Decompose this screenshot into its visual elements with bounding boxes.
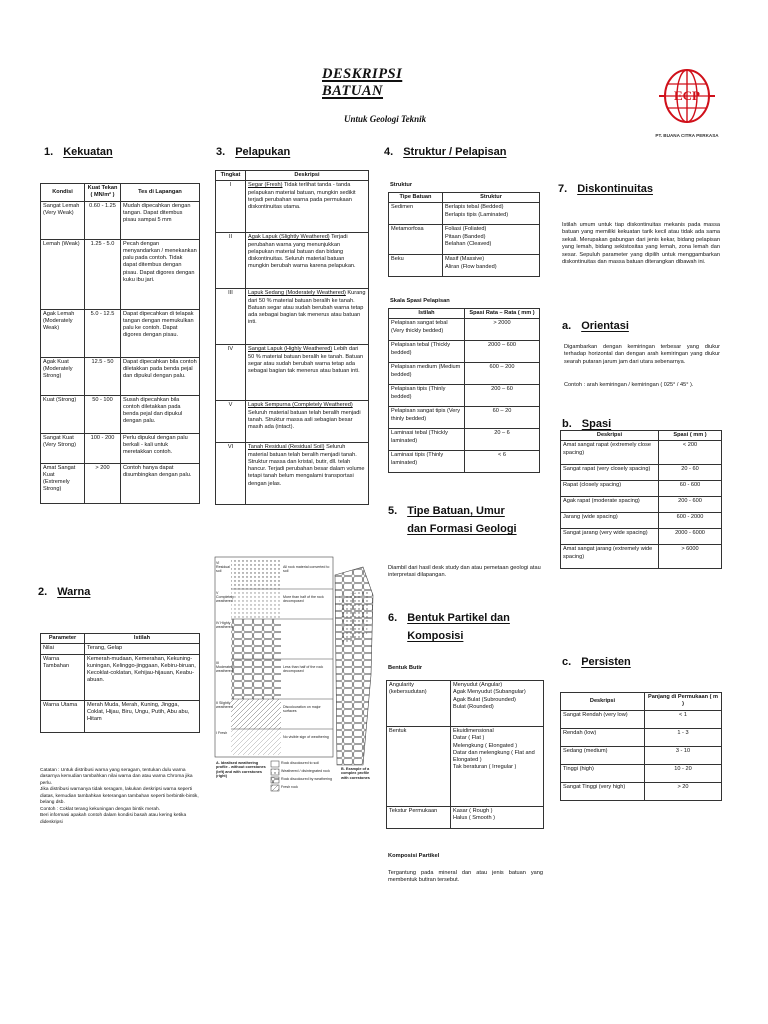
table-row <box>561 441 722 465</box>
section-number: 7. <box>558 183 568 195</box>
skala-spasi-table <box>388 308 540 473</box>
table-cell: 60 - 600 <box>659 481 722 497</box>
table-row <box>41 357 200 395</box>
profile-left-labels <box>216 561 234 757</box>
table-cell: 5.0 - 12.5 <box>85 309 121 357</box>
struktur-label: Struktur <box>390 182 413 188</box>
note-line: Contoh : Coklat terang kekuningan dengan bintik merah. <box>40 806 160 812</box>
table-cell: Rendah (low) <box>561 728 645 746</box>
zone-note: Discolouration on major surfaces <box>283 705 321 714</box>
weathering-term: Segar (Fresh) <box>248 182 283 189</box>
figure-legend <box>281 761 333 793</box>
table-header: Parameter <box>41 634 85 644</box>
persisten-table <box>560 692 722 801</box>
table-row <box>561 746 722 764</box>
weathering-text: Lebih dari 50 % material batuan beralih ke tanah. Batuan segar atau sudah berubah warna tetap ada sebagai bagian tak menerus atau batuan inti. <box>248 346 364 375</box>
subsection-letter: c. <box>562 656 572 668</box>
weathering-grade: II <box>216 233 246 289</box>
table-cell: Amat sangat jarang (extremely wide spacing) <box>561 545 659 569</box>
bentuk-butir-label: Bentuk Butir <box>388 665 423 671</box>
weathering-description <box>246 401 369 443</box>
section-number: 1. <box>44 146 54 158</box>
table-cell: Nilai <box>41 644 85 654</box>
table-row <box>387 727 544 807</box>
subsection-title: Spasi <box>581 418 612 430</box>
table-cell: Masif (Massive) Aliran (Flow banded) <box>443 255 540 277</box>
weathering-description <box>246 443 369 505</box>
table-row <box>41 644 200 654</box>
table-cell: Lemah (Weak) <box>41 239 85 309</box>
weathering-term: Lapuk Sempurna (Completely Weathered) <box>248 402 353 409</box>
table-cell: Laminasi tebal (Thickly laminated) <box>389 429 465 451</box>
table-cell: Sangat rapat (very closely spacing) <box>561 465 659 481</box>
table-cell: Amat Sangat Kuat (Extremely Strong) <box>41 463 85 503</box>
table-cell: 12.5 - 50 <box>85 357 121 395</box>
table-cell: Perlu dipukul dengan palu berkali - kali untuk meretakkan contoh. <box>121 433 200 463</box>
skala-label: Skala Spasi Pelapisan <box>390 298 450 304</box>
section-5-heading <box>388 505 517 535</box>
table-cell: < 6 <box>465 451 540 473</box>
table-cell: > 20 <box>645 782 722 800</box>
table-cell: Agak Kuat (Moderately Strong) <box>41 357 85 395</box>
zone-label: III Moderately weathered <box>216 661 234 674</box>
weathering-text: Seluruh material batuan telah beralih menjadi tanah. Struktur massa asli sebagian besar masih ada (intact). <box>248 409 361 431</box>
table-cell: Pelapisan sangat tebal (Very thickly bedded) <box>389 319 465 341</box>
table-cell: Pelapisan sangat tipis (Very thinly bedded) <box>389 407 465 429</box>
table-cell: Bentuk <box>387 727 451 807</box>
table-header: Spasi Rata – Rata ( mm ) <box>465 309 540 319</box>
table-header: Deskripsi <box>561 693 645 711</box>
legend-item: Weathered / disintegrated rock <box>281 769 330 773</box>
legend-item: Rock discoloured to soil <box>281 761 319 765</box>
section-6-heading <box>388 612 510 642</box>
kekuatan-table <box>40 183 200 504</box>
table-row <box>41 433 200 463</box>
zone-label: II Slightly weathered <box>216 701 233 710</box>
table-cell: Laminasi tipis (Thinly laminated) <box>389 451 465 473</box>
figure-caption-a: A. Idealised weathering profile - without corestones (left) and with corestones (right) <box>216 761 266 779</box>
weathering-grade: V <box>216 401 246 443</box>
section-1-heading <box>44 146 113 158</box>
table-row <box>561 481 722 497</box>
persisten-heading <box>562 656 631 668</box>
table-cell: 60 – 20 <box>465 407 540 429</box>
table-cell: Sangat Lemah (Very Weak) <box>41 201 85 239</box>
table-cell: Kasar ( Rough ) Halus ( Smooth ) <box>451 807 544 829</box>
note-line: Catatan : Untuk distribusi warna yang seragam, tentukan dulu warna dasarnya kemudian tambahkan nilai warna dan atau warna Chroma jika perlu. <box>40 768 193 786</box>
table-row <box>216 181 369 233</box>
zone-label: VI Residual soil <box>216 561 230 574</box>
table-row <box>41 239 200 309</box>
table-row <box>561 465 722 481</box>
spasi-table <box>560 430 722 569</box>
logo-letters: ECP <box>674 88 700 103</box>
komposisi-label: Komposisi Partikel <box>388 853 440 859</box>
table-cell: 1.25 - 5.0 <box>85 239 121 309</box>
table-header: Tes di Lapangan <box>121 184 200 202</box>
section-title: Pelapukan <box>235 146 291 158</box>
table-header: Deskripsi <box>561 431 659 441</box>
table-cell: Warna Utama <box>41 700 85 732</box>
table-cell: Berlapis tebal (Bedded) Berlapis tipis (Laminated) <box>443 203 540 225</box>
struktur-table <box>388 192 540 277</box>
table-row <box>216 345 369 401</box>
legend-item: Fresh rock <box>281 785 298 789</box>
table-row <box>387 807 544 829</box>
weathering-text: Tidak terlihat tanda - tanda pelapukan material batuan, mungkin sedikit terjadi perubahan warna pada permukaan diskontinuitas utama. <box>248 182 356 211</box>
weathering-grade: I <box>216 181 246 233</box>
section-4-heading <box>384 146 507 158</box>
table-row <box>561 710 722 728</box>
table-row <box>216 443 369 505</box>
zone-note: More than half of the rock decomposed <box>283 595 324 604</box>
table-row <box>561 764 722 782</box>
table-cell: 1 - 3 <box>645 728 722 746</box>
table-row <box>389 203 540 225</box>
table-cell: 100 - 200 <box>85 433 121 463</box>
table-cell: Sedimen <box>389 203 443 225</box>
weathering-grade: VI <box>216 443 246 505</box>
table-row <box>561 513 722 529</box>
table-row <box>389 407 540 429</box>
section-title: Warna <box>57 586 91 598</box>
table-row <box>561 529 722 545</box>
table-row <box>389 255 540 277</box>
section-5-text: Diambil dari hasil desk study dan atau pemetaan geologi atau interpretasi dilapangan. <box>388 565 541 579</box>
table-row <box>216 233 369 289</box>
komposisi-text: Tergantung pada mineral dan atau jenis batuan yang membentuk butiran tersebut. <box>388 870 543 884</box>
table-cell: Warna Tambahan <box>41 654 85 700</box>
section-number: 4. <box>384 146 394 158</box>
warna-notes <box>40 768 200 826</box>
table-cell: Kuat (Strong) <box>41 395 85 433</box>
table-row <box>561 728 722 746</box>
section-title: dan Formasi Geologi <box>407 523 517 535</box>
table-cell: 10 - 20 <box>645 764 722 782</box>
section-title: Komposisi <box>407 630 464 642</box>
subsection-letter: a. <box>562 320 572 332</box>
diskontinuitas-text: Istilah umum untuk tiap diskontinuitas mekanis pada massa batuan yang memiliki kekuatan tarik kecil atau tidak ada sama sekali. Merupakan gabungan dari jenis kekar, bidang pelapisan yang lemah, bidang sekistositas yang lemah, zona lemah dan sesar. Sepuluh parameter yang dipilih untuk menggambarkan diskontinuitas dan massa batuan diterangkan dibawah ini. <box>562 222 720 265</box>
table-cell: Merah Muda, Merah, Kuning, Jingga, Coklat, Hijau, Biru, Ungu, Putih, Abu abu, Hitam <box>85 700 200 732</box>
table-row <box>389 319 540 341</box>
weathering-description <box>246 233 369 289</box>
table-row <box>561 545 722 569</box>
table-cell: Sangat Kuat (Very Strong) <box>41 433 85 463</box>
figure-caption-b: B. Example of a complex profile with corestones <box>341 767 370 780</box>
orientasi-example: Contoh : arah kemiringan / kemiringan ( 025° / 45° ). <box>564 382 694 388</box>
table-cell: 200 – 60 <box>465 385 540 407</box>
table-cell: 600 - 2000 <box>659 513 722 529</box>
table-header: Panjang di Permukaan ( m ) <box>645 693 722 711</box>
table-header: Istilah <box>389 309 465 319</box>
section-number: 5. <box>388 505 398 517</box>
table-header: Kuat Tekan ( MN/m² ) <box>85 184 121 202</box>
table-cell: Terang, Gelap <box>85 644 200 654</box>
table-row <box>216 401 369 443</box>
profile-zone-notes <box>283 565 331 755</box>
table-cell: Pecah dengan menyandarkan / menekankan palu pada contoh. Tidak dapat ditembus dengan pisau. Dapat digores dengan kuku ibu jari. <box>121 239 200 309</box>
table-cell: Metamorfosa <box>389 225 443 255</box>
section-number: 2. <box>38 586 48 598</box>
table-row <box>41 463 200 503</box>
section-2-heading <box>38 586 90 598</box>
table-header: Spasi ( mm ) <box>659 431 722 441</box>
table-row <box>41 395 200 433</box>
table-cell: 200 - 600 <box>659 497 722 513</box>
weathering-term: Tanah Residual (Residual Soil) <box>248 444 325 451</box>
table-cell: Rapat (closely spacing) <box>561 481 659 497</box>
table-header: Kondisi <box>41 184 85 202</box>
table-cell: > 2000 <box>465 319 540 341</box>
document-title-block <box>322 66 432 124</box>
table-header: Tipe Batuan <box>389 193 443 203</box>
table-cell: Agak rapat (moderate spacing) <box>561 497 659 513</box>
table-cell: Angularity (kebersudutan) <box>387 681 451 727</box>
table-cell: Pelapisan tipis (Thinly bedded) <box>389 385 465 407</box>
table-cell: Sangat Tinggi (very high) <box>561 782 645 800</box>
table-row <box>41 700 200 732</box>
document-subtitle: Untuk Geologi Teknik <box>344 114 427 124</box>
table-cell: Kemerah-mudaan, Kemerahan, Kekuning-kuningan, Kelinggo-jinggaan, Kebiru-biruan, Kecoklat-coklatan, Kehijau-hijauan, Keabu-abuan. <box>85 654 200 700</box>
spasi-heading <box>562 418 611 430</box>
table-row <box>389 363 540 385</box>
table-row <box>561 497 722 513</box>
table-cell: > 200 <box>85 463 121 503</box>
table-row <box>389 451 540 473</box>
section-title: Kekuatan <box>63 146 113 158</box>
table-cell: Dapat dipecahkan di telapak tangan dengan memukulkan palu ke contoh. Dapat digores dengan pisau. <box>121 309 200 357</box>
legend-item: Rock discoloured by weathering <box>281 777 332 781</box>
table-cell: Jarang (wide spacing) <box>561 513 659 529</box>
zone-label: V Completely weathered <box>216 591 234 604</box>
logo-caption: PT. BUANA CITRA PERKASA <box>655 133 719 138</box>
table-row <box>41 654 200 700</box>
table-cell: 0.60 - 1.25 <box>85 201 121 239</box>
note-line: Beri informasi apakah contoh dalam kondisi basah atau kering ketika dideskripsi <box>40 813 187 825</box>
weathering-description <box>246 181 369 233</box>
section-number: 3. <box>216 146 226 158</box>
table-row <box>389 385 540 407</box>
table-cell: Pelapisan medium (Medium bedded) <box>389 363 465 385</box>
table-cell: 2000 - 6000 <box>659 529 722 545</box>
weathering-text: Terjadi perubahan warna yang menunjukkan pelapukan material batuan dan bidang diskontinuitas. Seluruh material batuan mungkin berubah warna karena pelapukan. <box>248 234 356 270</box>
bentuk-butir-table <box>386 680 544 829</box>
table-cell: Foliasi (Foliated) Pitaan (Banded) Belahan (Cleaved) <box>443 225 540 255</box>
table-row <box>389 429 540 451</box>
section-7-heading <box>558 183 653 195</box>
table-cell: Contoh hanya dapat disumbingkan dengan palu. <box>121 463 200 503</box>
table-header: Deskripsi <box>246 171 369 181</box>
pelapukan-table <box>215 170 369 505</box>
globe-logo-icon <box>655 66 719 126</box>
table-cell: Sangat Rendah (very low) <box>561 710 645 728</box>
table-row <box>41 201 200 239</box>
company-logo <box>655 66 719 138</box>
table-row <box>561 782 722 800</box>
table-cell: Pelapisan tebal (Thickly bedded) <box>389 341 465 363</box>
table-cell: 2000 – 600 <box>465 341 540 363</box>
weathering-term: Agak Lapuk (Slightly Weathered) <box>248 234 330 241</box>
section-title: Diskontinuitas <box>577 183 653 195</box>
zone-label: IV Highly weathered <box>216 621 233 630</box>
section-number: 6. <box>388 612 398 624</box>
table-cell: Dapat dipecahkan bila contoh diletakkan pada benda pejal dan dipukul dengan palu. <box>121 357 200 395</box>
table-cell: > 6000 <box>659 545 722 569</box>
table-cell: Ekuidimensional Datar ( Flat ) Melengkung ( Elongated ) Datar dan melengkung ( Flat and Elongated ) Tak beraturan ( Irregular ) <box>451 727 544 807</box>
table-row <box>387 681 544 727</box>
zone-note: No visible sign of weathering <box>283 735 329 739</box>
note-line: Jika distribusi warnanya tidak seragam, lakukan deskripsi warna seperti diatas, kemudian tambahkan keterangan tambahan seperti berbintik-bintik, belang dsb. <box>40 787 199 806</box>
weathering-term: Sangat Lapuk (Highly Weathered) <box>248 346 333 353</box>
table-cell: Tekstur Permukaan <box>387 807 451 829</box>
table-cell: Sangat jarang (very wide spacing) <box>561 529 659 545</box>
subsection-title: Orientasi <box>581 320 629 332</box>
weathering-profile-figure <box>213 555 377 815</box>
table-cell: Mudah dipecahkan dengan tangan. Dapat ditembus pisau sampai 5 mm <box>121 201 200 239</box>
table-cell: 50 - 100 <box>85 395 121 433</box>
subsection-letter: b. <box>562 418 572 430</box>
table-cell: Tinggi (high) <box>561 764 645 782</box>
weathering-text: Seluruh material batuan telah beralih menjadi tanah. Struktur massa dan kristal, butir, dll. telah hancur. Terjadi perubahan besar dalam volume tetapi tanah belum mengalami transportasi dengan jelas. <box>248 444 365 487</box>
section-title: Tipe Batuan, Umur <box>407 505 505 517</box>
table-cell: Amat sangat rapat (extremely close spacing) <box>561 441 659 465</box>
table-cell: 20 - 60 <box>659 465 722 481</box>
table-cell: Beku <box>389 255 443 277</box>
weathering-grade: III <box>216 289 246 345</box>
orientasi-text: Digambarkan dengan kemiringan terbesar yang diukur terhadap horizontal dan dengan arah kemiringan yang diukur searah putaran jarum jam dari utara sebenarnya. <box>564 344 720 365</box>
table-row <box>389 341 540 363</box>
weathering-text: Kurang dari 50 % material batuan beralih ke tanah. Batuan segar atau sudah berubah warna tetap ada sebagai bagian tak menerus atau batuan inti. <box>248 290 366 326</box>
table-header: Tingkat <box>216 171 246 181</box>
warna-table <box>40 633 200 733</box>
weathering-description <box>246 345 369 401</box>
table-cell: < 1 <box>645 710 722 728</box>
document-title: DESKRIPSI BATUAN <box>322 66 403 99</box>
weathering-term: Lapuk Sedang (Moderately Weathered) <box>248 290 346 297</box>
table-cell: < 200 <box>659 441 722 465</box>
table-cell: Sedang (medium) <box>561 746 645 764</box>
table-cell: 3 - 10 <box>645 746 722 764</box>
subsection-title: Persisten <box>581 656 631 668</box>
orientasi-heading <box>562 320 629 332</box>
table-cell: Susah dipecahkan bila contoh diletakkan pada benda pejal dan dipukul dengan palu. <box>121 395 200 433</box>
section-title: Struktur / Pelapisan <box>403 146 507 158</box>
table-header: Struktur <box>443 193 540 203</box>
weathering-grade: IV <box>216 345 246 401</box>
table-row <box>41 309 200 357</box>
section-3-heading <box>216 146 290 158</box>
table-header: Istilah <box>85 634 200 644</box>
zone-note: Less than half of the rock decomposed <box>283 665 324 674</box>
zone-note: All rock material converted to soil <box>283 565 330 574</box>
table-cell: 20 – 6 <box>465 429 540 451</box>
weathering-description <box>246 289 369 345</box>
section-title: Bentuk Partikel dan <box>407 612 510 624</box>
table-cell: Agak Lemah (Moderately Weak) <box>41 309 85 357</box>
table-row <box>216 289 369 345</box>
table-row <box>389 225 540 255</box>
table-cell: Menyudut (Angular) Agak Menyudut (Subangular) Agak Bulat (Subrounded) Bulat (Rounded) <box>451 681 544 727</box>
table-cell: 600 – 200 <box>465 363 540 385</box>
zone-label: I Fresh <box>216 731 228 735</box>
